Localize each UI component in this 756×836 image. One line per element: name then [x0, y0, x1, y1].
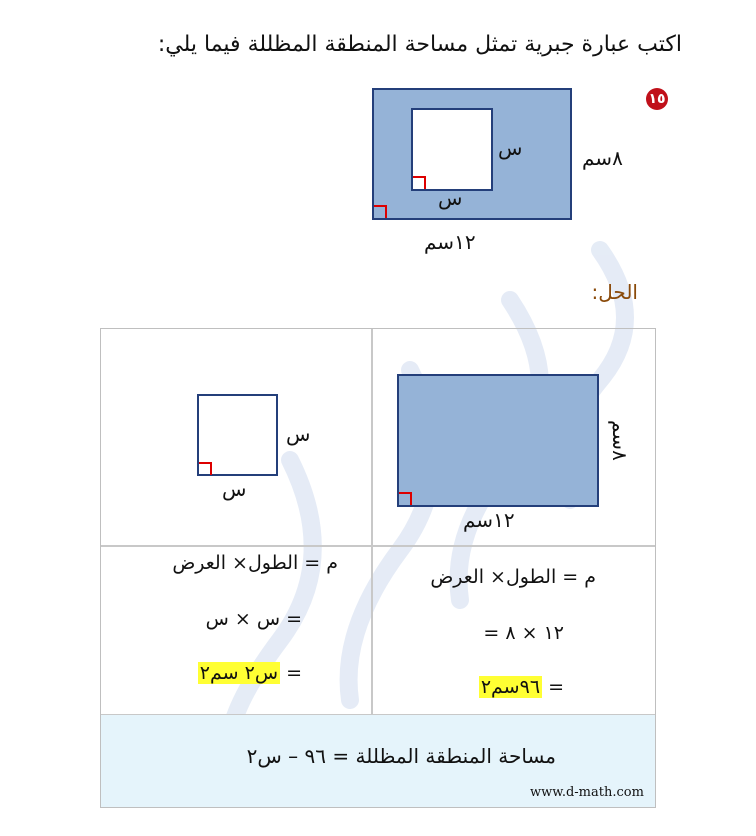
- square-area-formula: م = الطول× العرض: [172, 552, 338, 574]
- website-footer: www.d-math.com: [530, 785, 644, 800]
- solution-heading: الحل:: [591, 280, 638, 304]
- inner-side-label: س: [498, 136, 523, 160]
- solution-rectangle: [397, 374, 599, 507]
- square-area-result-value: س٢ سم٢: [199, 662, 279, 684]
- square-area-result: [198, 662, 302, 684]
- rect-area-result-prefix: =: [548, 676, 564, 698]
- rect-area-substitution: = ١٢ × ٨: [483, 622, 564, 644]
- square-area-substitution: = س × س: [205, 608, 302, 630]
- table-row-divider: [101, 545, 655, 547]
- solution-square-side-label: س: [286, 422, 311, 446]
- inner-bottom-label: س: [438, 186, 463, 210]
- inner-right-angle-marker: [413, 176, 426, 189]
- solution-rect-width-label: ١٢سم: [463, 508, 515, 532]
- table-column-divider: [371, 329, 373, 714]
- question-number-badge: ١٥: [646, 88, 668, 110]
- solution-rect-height-label: ٨سم: [608, 420, 632, 461]
- shaded-area-summary: مساحة المنطقة المظللة = ٩٦ – س٢: [246, 744, 556, 768]
- solution-square-bottom-label: س: [222, 477, 247, 501]
- outer-right-angle-marker: [374, 205, 387, 218]
- outer-width-label: ١٢سم: [424, 230, 476, 254]
- rect-area-result: [479, 676, 564, 698]
- solution-rect-right-angle: [399, 492, 412, 505]
- rect-area-formula: م = الطول× العرض: [430, 566, 596, 588]
- square-area-result-prefix: =: [286, 662, 302, 684]
- rect-area-result-value: ٩٦سم٢: [480, 676, 541, 698]
- question-text: اكتب عبارة جبرية تمثل مساحة المنطقة المظللة فيما يلي:: [157, 32, 682, 57]
- outer-height-label: ٨سم: [582, 146, 623, 170]
- solution-square-right-angle: [199, 462, 212, 475]
